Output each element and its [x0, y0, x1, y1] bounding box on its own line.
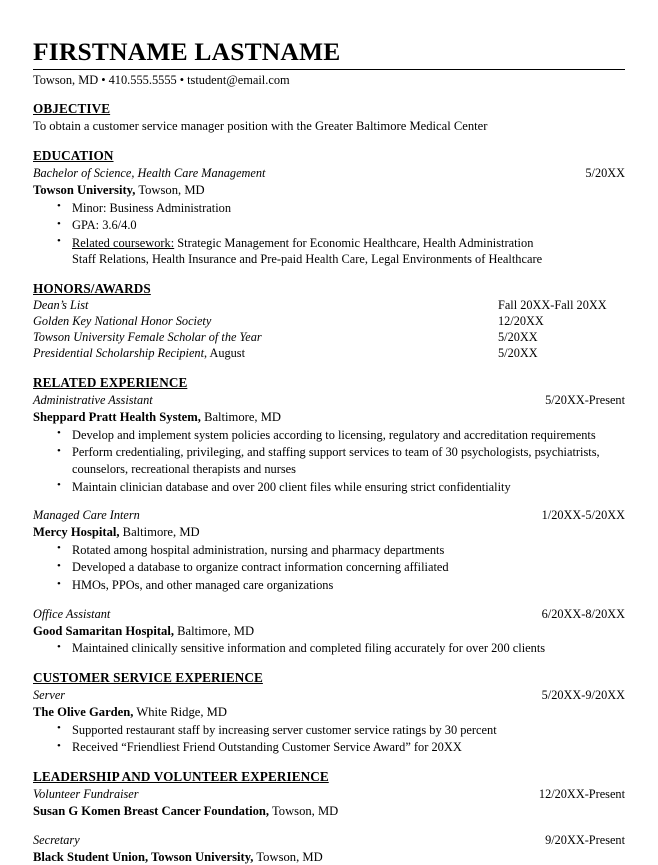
- organization-row: [33, 803, 625, 820]
- employer-location: Baltimore, MD: [174, 623, 255, 638]
- experience-bullet-list: [33, 427, 625, 495]
- coursework-line-1: Strategic Management for Economic Healthcare, Health Administration: [174, 235, 534, 250]
- section-heading-related-experience: RELATED EXPERIENCE: [33, 375, 188, 391]
- employer-name: Sheppard Pratt Health System,: [33, 410, 201, 425]
- honor-date: Fall 20XX-Fall 20XX: [498, 298, 607, 313]
- organization-name: Susan G Komen Breast Cancer Foundation,: [33, 804, 270, 818]
- coursework-line-2: Staff Relations, Health Insurance and Pre-paid Health Care, Legal Environments of Healthcare: [72, 252, 543, 267]
- list-item: [33, 235, 625, 268]
- honors-row: [33, 346, 625, 362]
- list-item: • Minor: Business Administration: [33, 200, 625, 217]
- contact-line: [33, 73, 625, 89]
- honor-title: [33, 330, 498, 346]
- section-honors-awards: [33, 280, 625, 362]
- job-title: Server: [33, 688, 66, 703]
- employer-row: [33, 704, 625, 721]
- role-date: 12/20XX-Present: [538, 787, 625, 802]
- job-date: 6/20XX-8/20XX: [541, 606, 625, 621]
- education-school-name: Towson University,: [33, 182, 136, 197]
- section-leadership-volunteer: [33, 768, 625, 865]
- education-bullet-list: [33, 200, 625, 268]
- section-objective: [33, 100, 625, 135]
- employer-name: The Olive Garden,: [33, 705, 134, 720]
- list-item: • GPA: 3.6/4.0: [33, 217, 625, 234]
- objective-text: To obtain a customer service manager position with the Greater Baltimore Medical Center: [33, 119, 488, 134]
- candidate-name: FIRSTNAME LASTNAME: [33, 37, 341, 66]
- coursework-label: Related coursework:: [72, 235, 175, 250]
- experience-bullet-list: [33, 722, 625, 756]
- contact-phone: 410.555.5555: [108, 72, 177, 87]
- experience-title-row: [33, 688, 625, 704]
- job-date: 5/20XX-Present: [545, 393, 625, 408]
- role-title: Volunteer Fundraiser: [33, 787, 139, 802]
- employer-name: Mercy Hospital,: [33, 525, 120, 540]
- role-date: 9/20XX-Present: [545, 832, 625, 847]
- experience-entry: [33, 508, 625, 593]
- section-education: [33, 147, 625, 268]
- experience-entry: [33, 393, 625, 495]
- experience-entry: [33, 607, 625, 657]
- experience-bullet-list: [33, 640, 625, 657]
- education-degree-row: [33, 166, 625, 182]
- section-related-experience: [33, 374, 625, 657]
- experience-title-row: [33, 607, 625, 623]
- section-heading-objective: OBJECTIVE: [33, 101, 111, 117]
- honor-date: 5/20XX: [498, 330, 538, 345]
- organization-name: Black Student Union, Towson University,: [33, 849, 254, 864]
- honor-title: [33, 314, 498, 330]
- honor-date: 5/20XX: [498, 346, 538, 361]
- employer-location: Baltimore, MD: [200, 410, 282, 425]
- experience-title-row: [33, 393, 625, 409]
- education-school-row: [33, 182, 625, 199]
- honors-row: [33, 314, 625, 330]
- honor-date: 12/20XX: [498, 314, 544, 329]
- honors-row: [33, 298, 625, 314]
- section-heading-customer-service: CUSTOMER SERVICE EXPERIENCE: [33, 669, 263, 685]
- section-heading-education: EDUCATION: [33, 147, 114, 163]
- education-date: 5/20XX: [585, 165, 625, 180]
- list-item: • Develop and implement system policies according to licensing, regulatory and accreditation requirements: [33, 427, 625, 444]
- honor-title-text: Presidential Scholarship Recipient: [33, 346, 204, 361]
- list-item: • Maintain clinician database and over 200 client files while ensuring strict confidentiality: [33, 479, 625, 496]
- honors-row: [33, 330, 625, 346]
- experience-title-row: [33, 508, 625, 524]
- experience-entry: [33, 688, 625, 756]
- employer-location: Baltimore, MD: [119, 525, 200, 540]
- list-item: • HMOs, PPOs, and other managed care organizations: [33, 577, 625, 594]
- job-title: Office Assistant: [33, 606, 111, 621]
- organization-row: [33, 849, 625, 865]
- employer-row: [33, 524, 625, 541]
- job-date: 1/20XX-5/20XX: [541, 508, 625, 523]
- section-heading-honors-awards: HONORS/AWARDS: [33, 280, 151, 296]
- contact-separator-1: •: [101, 72, 106, 87]
- list-item: • Perform credentialing, privileging, and staffing support services to team of 30 psychologists, psychiatrists, counselors, recreational therapists and nurses: [33, 444, 625, 477]
- role-title: Secretary: [33, 832, 80, 847]
- contact-email: tstudent@email.com: [187, 72, 290, 87]
- honor-title: [33, 346, 498, 362]
- honor-title-text: Dean’s List: [33, 298, 89, 313]
- list-item: • Supported restaurant staff by increasing server customer service ratings by 30 percent: [33, 722, 625, 739]
- honor-title-text: Towson University Female Scholar of the Year: [33, 330, 262, 345]
- honor-title-suffix: , August: [204, 346, 245, 361]
- section-customer-service-experience: [33, 669, 625, 756]
- contact-location: Towson, MD: [33, 72, 99, 87]
- leadership-title-row: [33, 787, 625, 803]
- employer-name: Good Samaritan Hospital,: [33, 623, 174, 638]
- education-entry: [33, 166, 625, 268]
- job-date: 5/20XX-9/20XX: [541, 688, 625, 703]
- organization-location: Towson, MD: [269, 804, 339, 818]
- education-degree: Bachelor of Science, Health Care Management: [33, 165, 266, 180]
- list-item: • Maintained clinically sensitive information and completed filing accurately for over 200 clients: [33, 640, 625, 657]
- job-title: Administrative Assistant: [33, 393, 153, 408]
- employer-location: White Ridge, MD: [133, 705, 227, 720]
- list-item: • Received “Friendliest Friend Outstanding Customer Service Award” for 20XX: [33, 739, 625, 756]
- list-item: • Developed a database to organize contract information concerning affiliated: [33, 559, 625, 576]
- contact-separator-2: •: [179, 72, 185, 87]
- employer-row: [33, 623, 625, 640]
- header-divider: [33, 69, 625, 70]
- employer-row: [33, 409, 625, 426]
- section-heading-leadership: LEADERSHIP AND VOLUNTEER EXPERIENCE: [33, 768, 329, 784]
- leadership-entry: [33, 787, 625, 820]
- organization-location: Towson, MD: [253, 849, 323, 864]
- leadership-entry: [33, 833, 625, 865]
- job-title: Managed Care Intern: [33, 508, 140, 523]
- list-item: • Rotated among hospital administration, nursing and pharmacy departments: [33, 542, 625, 559]
- education-school-location: Towson, MD: [135, 182, 205, 197]
- leadership-title-row: [33, 833, 625, 849]
- experience-bullet-list: [33, 542, 625, 594]
- honor-title-text: Golden Key National Honor Society: [33, 314, 212, 329]
- honor-title: [33, 298, 498, 314]
